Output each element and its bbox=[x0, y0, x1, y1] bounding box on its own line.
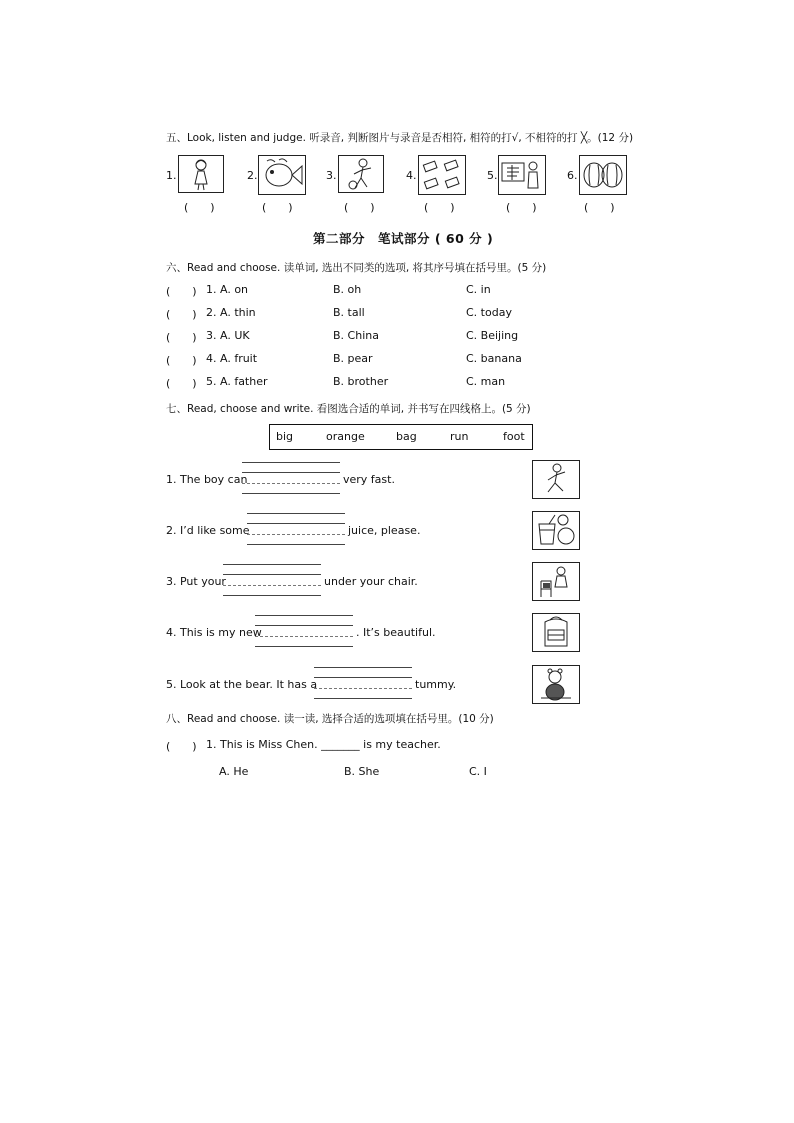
option-c: C. I bbox=[469, 765, 487, 778]
option-c: C. in bbox=[466, 283, 491, 296]
sentence-start: 1. The boy can bbox=[166, 473, 248, 486]
option-b: B. pear bbox=[333, 352, 373, 365]
item-number: 4. bbox=[406, 169, 417, 182]
bear-icon bbox=[532, 665, 580, 704]
answer-paren[interactable]: ( ) bbox=[184, 201, 215, 214]
fish-icon bbox=[258, 155, 306, 195]
option-b: B. brother bbox=[333, 375, 389, 388]
option-a: 4. A. fruit bbox=[206, 352, 258, 365]
answer-paren[interactable]: ( ) bbox=[166, 377, 197, 390]
question-text: 1. This is Miss Chen. _______ is my teacher. bbox=[206, 738, 441, 751]
section8-header: 八、Read and choose. 读一读, 选择合适的选项填在括号里。(10 分) bbox=[166, 713, 494, 725]
boy-running-icon bbox=[338, 155, 384, 193]
option-c: C. Beijing bbox=[466, 329, 519, 342]
girl-icon bbox=[178, 155, 224, 193]
word-bank-word: run bbox=[450, 430, 469, 443]
sentence-end: under your chair. bbox=[324, 575, 418, 588]
option-c: C. man bbox=[466, 375, 506, 388]
option-b: B. She bbox=[344, 765, 380, 778]
option-a: 2. A. thin bbox=[206, 306, 256, 319]
section7-header: 七、Read, choose and write. 看图选合适的单词, 并书写在四线格上。(5 分) bbox=[166, 403, 531, 415]
juice-orange-icon bbox=[532, 511, 580, 550]
four-line-grid[interactable] bbox=[223, 564, 321, 596]
option-a: 5. A. father bbox=[206, 375, 268, 388]
word-bank-word: foot bbox=[503, 430, 525, 443]
answer-paren[interactable]: ( ) bbox=[166, 740, 197, 753]
word-bank bbox=[269, 424, 533, 450]
teacher-board-icon bbox=[498, 155, 546, 195]
option-a: 3. A. UK bbox=[206, 329, 250, 342]
item-number: 6. bbox=[567, 169, 578, 182]
answer-paren[interactable]: ( ) bbox=[424, 201, 455, 214]
answer-paren[interactable]: ( ) bbox=[584, 201, 615, 214]
option-a: 1. A. on bbox=[206, 283, 249, 296]
girl-chair-icon bbox=[532, 562, 580, 601]
erasers-icon bbox=[418, 155, 466, 195]
answer-paren[interactable]: ( ) bbox=[166, 285, 197, 298]
four-line-grid[interactable] bbox=[242, 462, 340, 494]
section6-header: 六、Read and choose. 读单词, 选出不同类的选项, 将其序号填在括号里。(5 分) bbox=[166, 262, 547, 274]
sentence-start: 5. Look at the bear. It has a bbox=[166, 678, 318, 691]
sentence-end: very fast. bbox=[343, 473, 395, 486]
sentence-end: juice, please. bbox=[348, 524, 421, 537]
word-bank-word: orange bbox=[326, 430, 365, 443]
sentence-end: . It’s beautiful. bbox=[356, 626, 436, 639]
item-number: 2. bbox=[247, 169, 258, 182]
option-c: C. today bbox=[466, 306, 512, 319]
option-b: B. tall bbox=[333, 306, 365, 319]
sentence-end: tummy. bbox=[415, 678, 457, 691]
word-bank-word: bag bbox=[396, 430, 417, 443]
answer-paren[interactable]: ( ) bbox=[344, 201, 375, 214]
option-c: C. banana bbox=[466, 352, 522, 365]
option-a: A. He bbox=[219, 765, 249, 778]
option-b: B. China bbox=[333, 329, 379, 342]
watermelon-icon bbox=[579, 155, 627, 195]
part2-title: 第二部分 笔试部分 ( 60 分 ) bbox=[313, 231, 494, 246]
four-line-grid[interactable] bbox=[247, 513, 345, 545]
answer-paren[interactable]: ( ) bbox=[166, 354, 197, 367]
item-number: 1. bbox=[166, 169, 177, 182]
word-bank-word: big bbox=[276, 430, 294, 443]
sentence-start: 2. I’d like some bbox=[166, 524, 250, 537]
sentence-start: 4. This is my new bbox=[166, 626, 262, 639]
section5-header: 五、Look, listen and judge. 听录音, 判断图片与录音是否相符, 相符的打√, 不相符的打 ╳。(12 分) bbox=[166, 132, 634, 144]
answer-paren[interactable]: ( ) bbox=[166, 331, 197, 344]
running-boy-icon bbox=[532, 460, 580, 499]
school-bag-icon bbox=[532, 613, 580, 652]
answer-paren[interactable]: ( ) bbox=[506, 201, 537, 214]
answer-paren[interactable]: ( ) bbox=[166, 308, 197, 321]
item-number: 3. bbox=[326, 169, 337, 182]
four-line-grid[interactable] bbox=[255, 615, 353, 647]
sentence-start: 3. Put your bbox=[166, 575, 226, 588]
four-line-grid[interactable] bbox=[314, 667, 412, 699]
answer-paren[interactable]: ( ) bbox=[262, 201, 293, 214]
option-b: B. oh bbox=[333, 283, 362, 296]
item-number: 5. bbox=[487, 169, 498, 182]
